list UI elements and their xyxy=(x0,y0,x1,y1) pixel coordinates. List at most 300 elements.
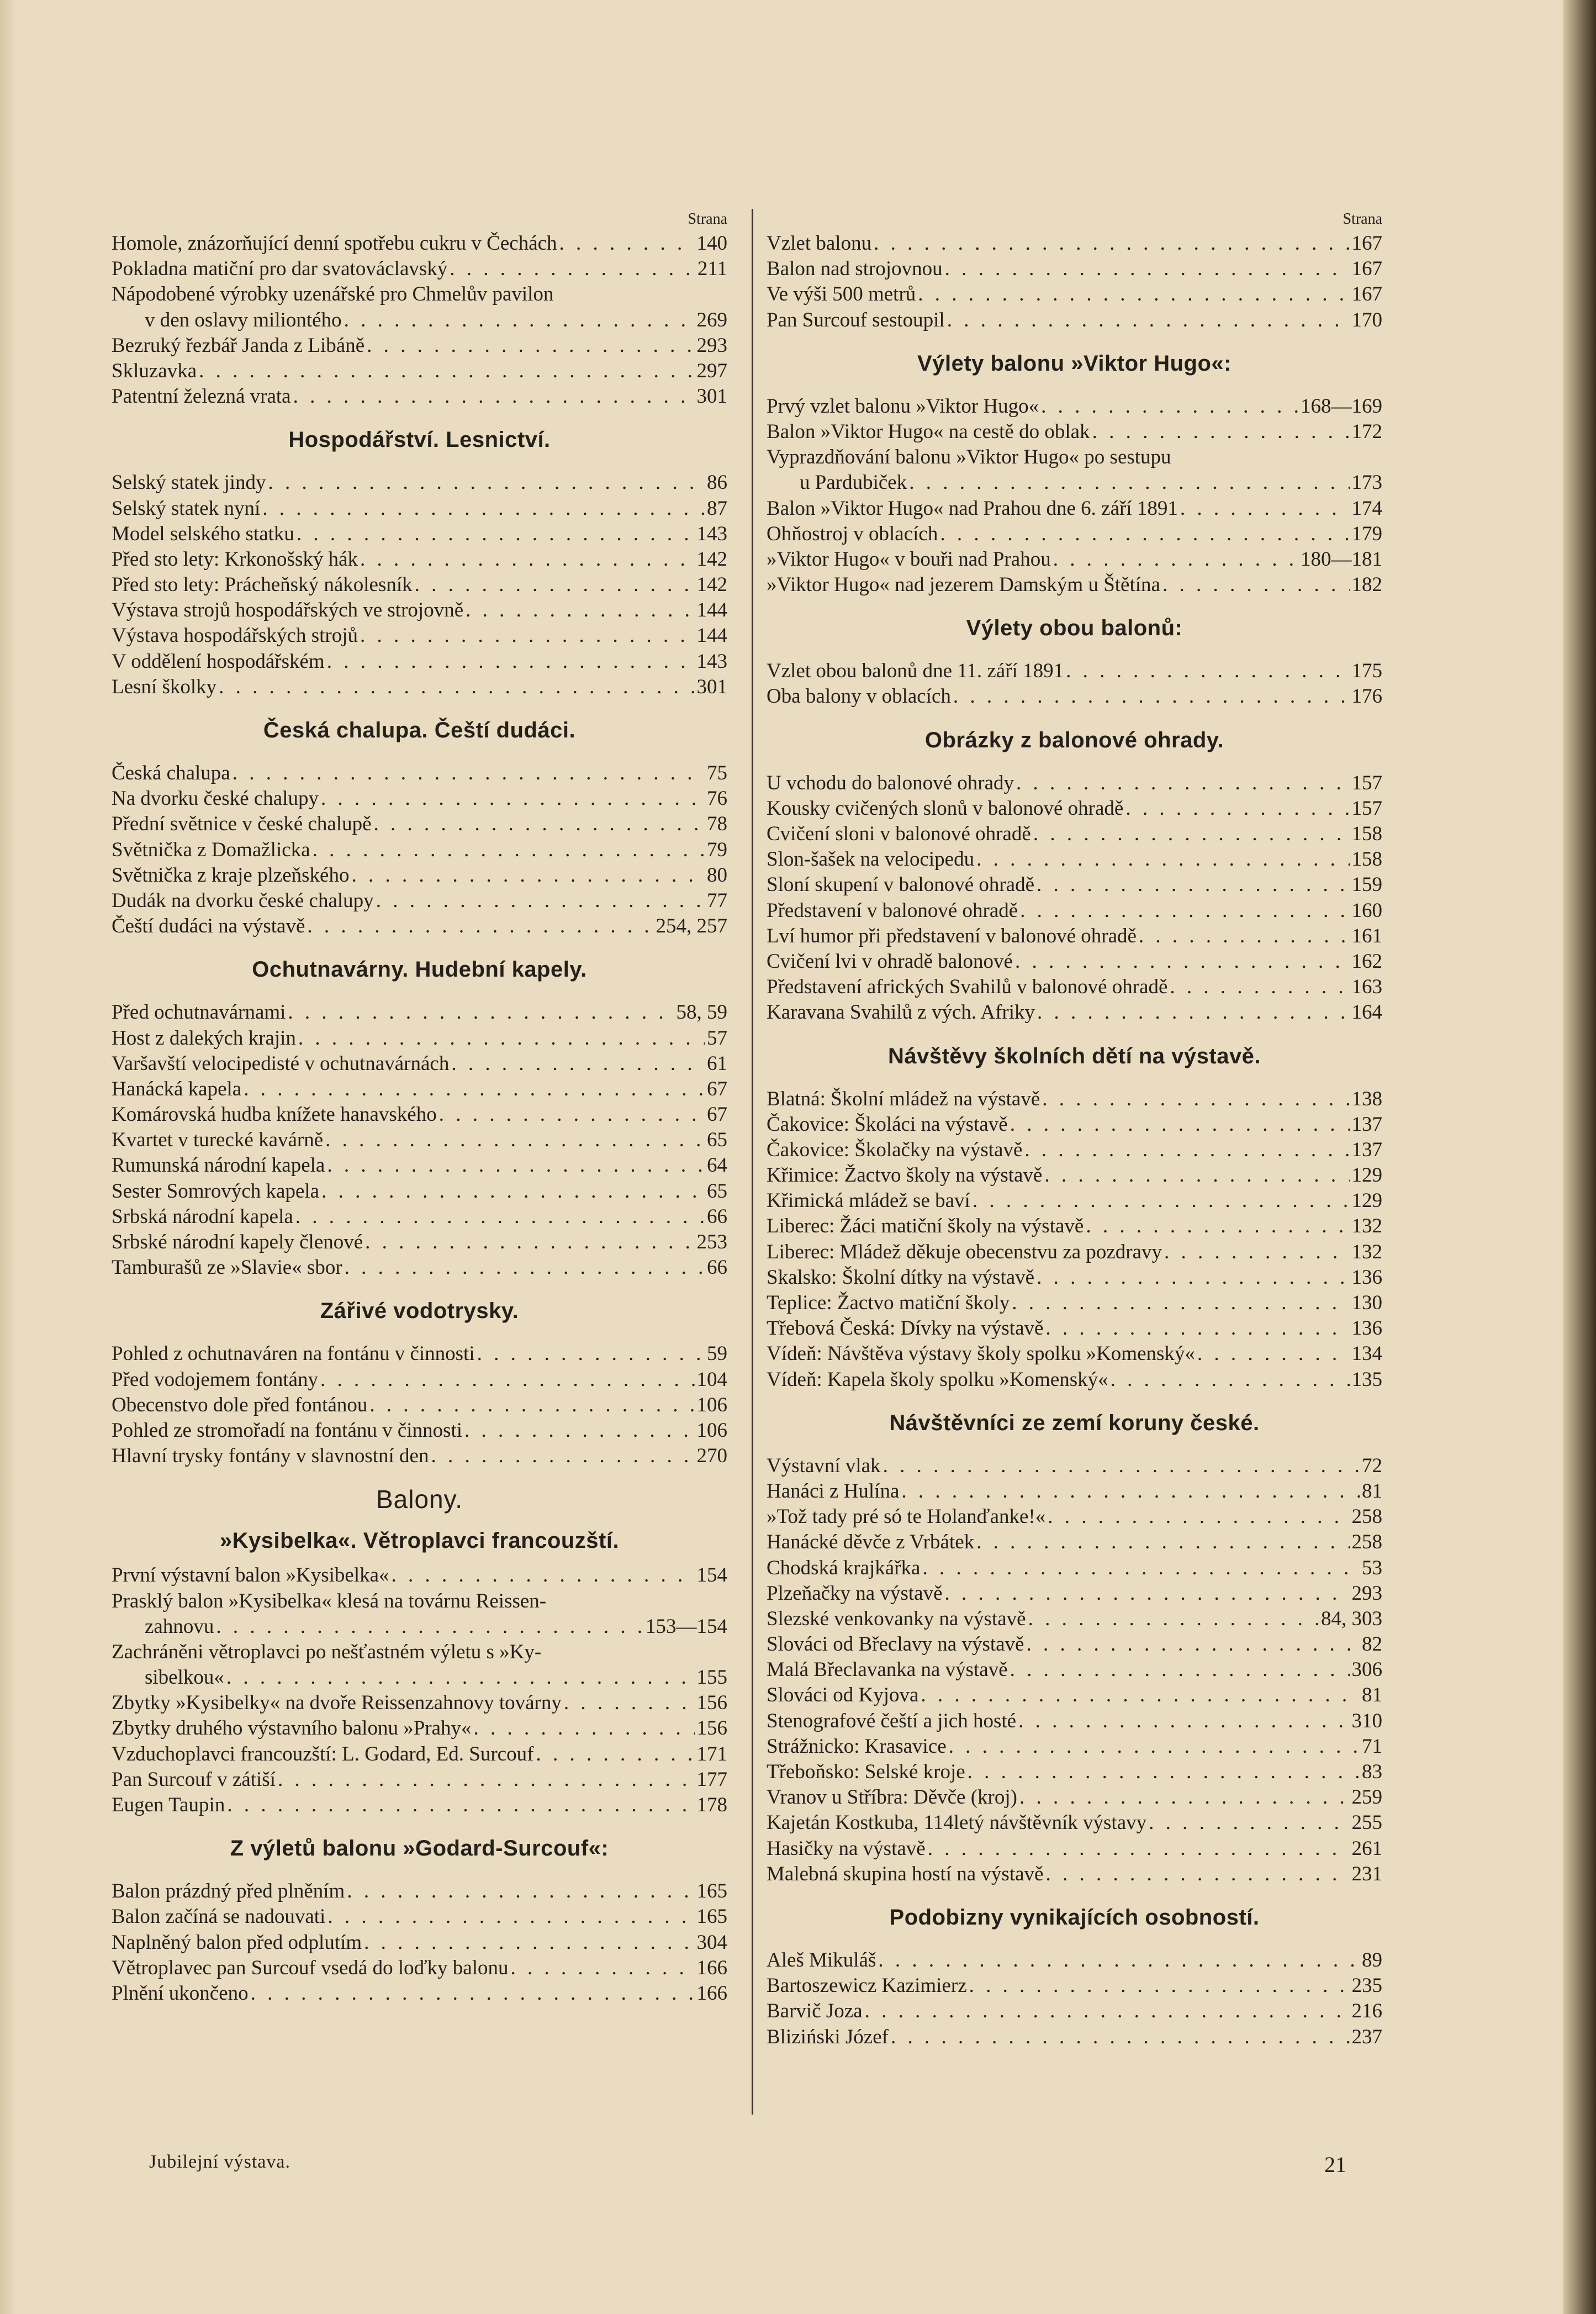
index-entry xyxy=(767,1530,1382,1555)
entry-page: 142 xyxy=(696,547,727,571)
entry-page: 57 xyxy=(707,1026,727,1050)
index-entry xyxy=(112,1026,727,1051)
dot-leader xyxy=(1018,1709,1349,1734)
dot-leader xyxy=(344,308,695,333)
index-entry xyxy=(767,1087,1382,1112)
entry-title: Slováci od Břeclavy na výstavě xyxy=(767,1633,1024,1656)
entry-title: Hasičky na výstavě xyxy=(767,1837,926,1860)
entry-page: 142 xyxy=(696,573,727,597)
dot-leader xyxy=(511,1955,695,1981)
index-entry xyxy=(112,1179,727,1204)
index-entry xyxy=(767,1137,1382,1163)
dot-leader xyxy=(327,1153,705,1178)
index-entry xyxy=(767,1709,1382,1734)
entry-title: Kvartet v turecké kavárně xyxy=(112,1129,324,1152)
dot-leader xyxy=(976,1530,1349,1555)
entry-title: Stenografové čeští a jich hosté xyxy=(767,1709,1017,1732)
section-heading: Hospodářství. Lesnictví. xyxy=(288,428,551,452)
entry-page: 167 xyxy=(1351,283,1382,306)
dot-leader xyxy=(466,598,694,623)
index-entry xyxy=(767,1367,1382,1393)
entry-page: 134 xyxy=(1351,1342,1382,1366)
dot-leader xyxy=(1044,1163,1349,1188)
index-entry xyxy=(112,1255,727,1280)
dot-leader xyxy=(431,1443,694,1469)
dot-leader xyxy=(360,623,695,649)
entry-title: Představení v balonové ohradě xyxy=(767,899,1018,922)
index-entry xyxy=(767,1112,1382,1137)
index-entry xyxy=(767,419,1382,445)
dot-leader xyxy=(295,1204,705,1230)
index-entry xyxy=(767,521,1382,547)
entry-page: 72 xyxy=(1362,1454,1382,1477)
index-entry xyxy=(767,1240,1382,1265)
entry-title: v den oslavy miliontého xyxy=(145,308,342,331)
entry-title: Teplice: Žactvo matiční školy xyxy=(767,1292,1010,1314)
entry-page: 137 xyxy=(1351,1138,1382,1161)
entry-title: Plnění ukončeno xyxy=(112,1981,249,2005)
entry-page: 67 xyxy=(707,1103,727,1126)
section-heading: Návštěvníci ze zemí koruny české. xyxy=(889,1410,1260,1435)
entry-title: První výstavní balon »Kysibelka« xyxy=(112,1564,389,1587)
entry-page: 158 xyxy=(1351,848,1382,871)
dot-leader xyxy=(1020,898,1349,924)
entry-title: Host z dalekých krajin xyxy=(112,1026,296,1050)
entry-title: Skalsko: Školní dítky na výstavě xyxy=(767,1266,1035,1289)
dot-leader xyxy=(1041,394,1298,419)
dot-leader xyxy=(1045,1316,1349,1341)
page-shadow xyxy=(0,0,17,2314)
index-entry xyxy=(767,1453,1382,1479)
section-heading: Podobizny vynikajících osobností. xyxy=(889,1905,1260,1930)
entry-page: 170 xyxy=(1351,308,1382,331)
index-entry xyxy=(112,1367,727,1393)
entry-page: 178 xyxy=(696,1794,727,1816)
entry-page: 77 xyxy=(707,889,727,912)
entry-page: 58, 59 xyxy=(676,1001,727,1024)
index-entry xyxy=(112,761,727,786)
dot-leader xyxy=(1125,796,1349,821)
entry-page: 163 xyxy=(1351,976,1382,999)
index-entry xyxy=(767,898,1382,924)
entry-title: U vchodu do balonové ohrady xyxy=(767,771,1014,794)
entry-page: 166 xyxy=(696,1981,727,2005)
entry-title: Srbská národní kapela xyxy=(112,1205,293,1228)
dot-leader xyxy=(293,384,695,409)
dot-leader xyxy=(1086,1214,1349,1239)
index-entry xyxy=(767,1188,1382,1214)
dot-leader xyxy=(1037,1265,1349,1290)
dot-leader xyxy=(976,847,1349,872)
entry-title: Výstava hospodářských strojů xyxy=(112,624,358,647)
dot-leader xyxy=(226,1665,695,1690)
entry-page: 157 xyxy=(1351,771,1382,794)
index-entry xyxy=(767,684,1382,709)
entry-title: Před sto lety: Krkonošský hák xyxy=(112,547,358,571)
index-entry xyxy=(767,1556,1382,1581)
entry-page: 89 xyxy=(1362,1948,1382,1972)
entry-title: Lví humor při představení v balonové ohradě xyxy=(767,924,1137,947)
entry-page: 301 xyxy=(696,385,727,408)
entry-title: Přední světnice v české chalupě xyxy=(112,813,372,836)
entry-page: 155 xyxy=(696,1666,727,1689)
entry-title: Vzlet obou balonů dne 11. září 1891 xyxy=(767,660,1064,683)
dot-leader xyxy=(364,1930,694,1955)
dot-leader xyxy=(415,572,695,598)
dot-leader xyxy=(219,674,694,700)
entry-title: Model selského statku xyxy=(112,522,294,545)
entry-page: 270 xyxy=(696,1445,727,1468)
dot-leader xyxy=(477,1341,705,1367)
index-entry xyxy=(767,1973,1382,1999)
index-entry xyxy=(112,470,727,496)
index-entry xyxy=(112,1077,727,1102)
index-entry xyxy=(112,1742,727,1767)
index-entry xyxy=(767,547,1382,572)
entry-title: Pohled ze stromořadí na fontánu v činnosti xyxy=(112,1419,463,1442)
index-entry xyxy=(767,1734,1382,1759)
index-entry xyxy=(767,847,1382,872)
section-heading: Česká chalupa. Čeští dudáci. xyxy=(263,718,576,742)
dot-leader xyxy=(968,1759,1360,1785)
index-entry xyxy=(767,496,1382,521)
entry-page: 161 xyxy=(1351,924,1382,947)
entry-title: Selský statek jindy xyxy=(112,471,266,494)
dot-leader xyxy=(921,1683,1360,1708)
dot-leader xyxy=(536,1742,694,1767)
index-entry xyxy=(112,914,727,939)
index-entry xyxy=(112,1981,727,2006)
entry-title: Naplněný balon před odplutím xyxy=(112,1931,362,1954)
index-entry xyxy=(112,863,727,888)
entry-title: Slováci od Kyjova xyxy=(767,1684,919,1707)
entry-title: Pohled z ochutnaváren na fontánu v činnosti xyxy=(112,1342,475,1366)
entry-page: 79 xyxy=(707,838,727,861)
entry-page: 81 xyxy=(1362,1479,1382,1503)
dot-leader xyxy=(1111,1367,1350,1393)
index-entry xyxy=(767,1948,1382,1973)
entry-title: Skluzavka xyxy=(112,359,197,382)
index-entry xyxy=(767,2025,1382,2050)
entry-title: Balon začíná se nadouvati xyxy=(112,1905,326,1928)
dot-leader xyxy=(313,837,705,863)
dot-leader xyxy=(1015,949,1350,974)
entry-title: Srbské národní kapely členové xyxy=(112,1231,363,1253)
dot-leader xyxy=(559,231,695,256)
entry-page: 80 xyxy=(707,863,727,887)
entry-title: zahnovu xyxy=(145,1615,214,1638)
entry-page: 67 xyxy=(707,1077,727,1100)
entry-page: 59 xyxy=(707,1342,727,1366)
entry-page: 64 xyxy=(707,1154,727,1177)
entry-page: 143 xyxy=(696,650,727,673)
entry-title: Pokladna matiční pro dar svatováclavský xyxy=(112,257,448,281)
entry-title: Balon prázdný před plněním xyxy=(112,1880,345,1903)
dot-leader xyxy=(564,1690,695,1716)
index-entry xyxy=(767,1999,1382,2024)
entry-page: 136 xyxy=(1351,1317,1382,1340)
entry-title: Před ochutnavárnami xyxy=(112,1001,286,1024)
dot-leader xyxy=(901,1479,1360,1504)
dot-leader xyxy=(1139,924,1350,949)
dot-leader xyxy=(365,1230,694,1255)
entry-page: 293 xyxy=(1351,1582,1382,1605)
section-heading: Zářivé vodotrysky. xyxy=(320,1299,519,1324)
entry-title: Sester Somrových kapela xyxy=(112,1179,320,1203)
index-entry xyxy=(112,888,727,914)
entry-page: 160 xyxy=(1351,899,1382,922)
index-entry xyxy=(767,974,1382,1000)
entry-page: 182 xyxy=(1351,573,1382,597)
entry-page: 84, 303 xyxy=(1321,1607,1382,1630)
index-entry xyxy=(112,572,727,598)
index-entry xyxy=(112,1418,727,1443)
entry-page: 165 xyxy=(696,1905,727,1928)
dot-leader xyxy=(199,359,694,384)
entry-page: 66 xyxy=(707,1205,727,1228)
section-heading: Výlety balonu »Viktor Hugo«: xyxy=(917,351,1232,376)
page-edge xyxy=(1563,0,1596,2314)
entry-page: 135 xyxy=(1351,1368,1382,1391)
dot-leader xyxy=(878,1948,1360,1973)
entry-page: 129 xyxy=(1351,1164,1382,1187)
entry-page: 76 xyxy=(707,787,727,810)
entry-title: Kajetán Kostkuba, 114letý návštěvník výstavy xyxy=(767,1811,1147,1835)
index-entry xyxy=(767,1265,1382,1290)
entry-title: Strážnicko: Krasavice xyxy=(767,1735,947,1758)
index-entry xyxy=(767,1504,1382,1530)
entry-page: 75 xyxy=(707,762,727,784)
entry-page: 87 xyxy=(707,497,727,520)
section-heading: Obrázky z balonové ohrady. xyxy=(924,728,1224,752)
dot-leader xyxy=(278,1767,695,1793)
index-entry xyxy=(112,1153,727,1178)
entry-page: 66 xyxy=(707,1256,727,1279)
dot-leader xyxy=(1019,1785,1350,1810)
index-entry xyxy=(767,771,1382,796)
left-column-body xyxy=(112,231,727,2006)
entry-page: 165 xyxy=(696,1880,727,1903)
entry-title: Hlavní trysky fontány v slavnostní den xyxy=(112,1445,429,1468)
index-entry xyxy=(112,1690,727,1716)
entry-title: Karavana Svahilů z vých. Afriky xyxy=(767,1001,1035,1024)
entry-page: 106 xyxy=(696,1419,727,1442)
dot-leader xyxy=(945,256,1350,282)
index-entry xyxy=(767,231,1382,256)
dot-leader xyxy=(288,1000,674,1025)
dot-leader xyxy=(922,1556,1360,1581)
entry-page: 71 xyxy=(1362,1735,1382,1758)
entry-title: Křimice: Žactvo školy na výstavě xyxy=(767,1164,1043,1187)
entry-page: 253 xyxy=(696,1231,727,1253)
entry-page: 137 xyxy=(1351,1113,1382,1136)
entry-title: Třebová Česká: Dívky na výstavě xyxy=(767,1317,1044,1340)
entry-page: 179 xyxy=(1351,522,1382,545)
entry-title: Slezské venkovanky na výstavě xyxy=(767,1607,1026,1630)
index-entry xyxy=(112,837,727,863)
entry-page: 235 xyxy=(1351,1974,1382,1997)
index-entry xyxy=(767,1683,1382,1708)
entry-title: Varšavští velocipedisté v ochutnavárnách xyxy=(112,1052,450,1075)
dot-leader xyxy=(1028,1606,1319,1632)
entry-title: Chodská krajkářka xyxy=(767,1556,921,1579)
entry-title: Česká chalupa xyxy=(112,762,230,784)
entry-page: 180—181 xyxy=(1301,547,1382,571)
entry-title: Vídeň: Kapela školy spolku »Komenský« xyxy=(767,1368,1108,1391)
page-number: 21 xyxy=(1324,2152,1346,2177)
dot-leader xyxy=(347,1879,694,1904)
entry-page: 132 xyxy=(1351,1215,1382,1238)
entry-page: 171 xyxy=(696,1742,727,1765)
entry-page: 293 xyxy=(696,334,727,357)
index-entry xyxy=(112,1665,727,1690)
entry-title: Bartoszewicz Kazimierz xyxy=(767,1974,967,1997)
entry-page: 65 xyxy=(707,1129,727,1152)
index-entry xyxy=(767,1862,1382,1887)
index-entry xyxy=(112,1204,727,1230)
dot-leader xyxy=(949,1734,1360,1759)
index-entry xyxy=(767,1000,1382,1025)
dot-leader xyxy=(1170,974,1349,1000)
index-entry xyxy=(112,1102,727,1127)
entry-title: Balon »Viktor Hugo« nad Prahou dne 6. září 1891 xyxy=(767,497,1178,520)
dot-leader xyxy=(918,282,1349,307)
entry-title: Liberec: Žáci matiční školy na výstavě xyxy=(767,1215,1084,1238)
entry-page: 140 xyxy=(696,232,727,255)
index-entry xyxy=(112,1767,727,1793)
dot-leader xyxy=(874,231,1349,256)
entry-page: 158 xyxy=(1351,823,1382,845)
dot-leader xyxy=(351,863,705,888)
entry-title: Světnička z Domažlicka xyxy=(112,838,310,861)
entry-title: Větroplavec pan Surcouf vsedá do loďky balonu xyxy=(112,1956,509,1979)
entry-title: Představení afrických Svahilů v balonové ohradě xyxy=(767,976,1168,999)
index-entry xyxy=(767,1657,1382,1683)
dot-leader xyxy=(1026,1632,1360,1657)
entry-title: Rumunská národní kapela xyxy=(112,1154,325,1177)
entry-page: 269 xyxy=(696,308,727,331)
entry-page: 261 xyxy=(1351,1837,1382,1860)
dot-leader xyxy=(1033,821,1350,847)
right-column-body xyxy=(767,231,1382,2050)
index-entry xyxy=(112,333,727,359)
index-entry xyxy=(112,1716,727,1741)
section-heading: »Kysibelka«. Větroplavci francouzští. xyxy=(219,1528,620,1553)
dot-leader xyxy=(232,761,705,786)
index-entry xyxy=(112,1930,727,1955)
dot-leader xyxy=(1048,1504,1349,1530)
index-entry xyxy=(767,1290,1382,1316)
entry-title: Slon-šašek na velocipedu xyxy=(767,848,975,871)
entry-page: 153—154 xyxy=(646,1615,727,1638)
index-entry xyxy=(112,1793,727,1818)
index-entry xyxy=(767,1759,1382,1785)
index-entry xyxy=(112,231,727,256)
index-entry xyxy=(112,1127,727,1153)
index-entry xyxy=(112,1000,727,1025)
entry-title: Čakovice: Školačky na výstavě xyxy=(767,1138,1023,1161)
entry-page: 156 xyxy=(696,1717,727,1740)
index-entry xyxy=(767,1810,1382,1836)
dot-leader xyxy=(928,1836,1350,1862)
entry-title: Vzduchoplavci francouzští: L. Godard, Ed. Surcouf xyxy=(112,1742,534,1765)
entry-title: »Tož tady pré só te Holanďanke!« xyxy=(767,1505,1046,1528)
dot-leader xyxy=(262,496,705,521)
entry-title: Hanácká kapela xyxy=(112,1077,242,1100)
dot-leader xyxy=(251,1981,695,2006)
entry-page: 167 xyxy=(1351,232,1382,255)
entry-title: Ve výši 500 metrů xyxy=(767,283,916,306)
left-column xyxy=(112,210,727,2006)
entry-title: Patentní železná vrata xyxy=(112,385,291,408)
index-entry xyxy=(112,1955,727,1981)
entry-title: Liberec: Mládež děkuje obecenstvu za pozdravy xyxy=(767,1240,1162,1263)
entry-title: Malebná skupina hostí na výstavě xyxy=(767,1862,1044,1885)
entry-page: 237 xyxy=(1351,2025,1382,2048)
entry-title: Cvičení sloni v balonové ohradě xyxy=(767,823,1031,845)
index-entry xyxy=(112,496,727,521)
entry-page: 86 xyxy=(707,471,727,494)
index-entry xyxy=(767,572,1382,598)
entry-title: sibelkou« xyxy=(145,1666,224,1689)
index-entry xyxy=(767,282,1382,307)
entry-title: Tamburašů ze »Slavie« sbor xyxy=(112,1256,342,1279)
dot-leader xyxy=(1149,1810,1349,1836)
entry-page: 130 xyxy=(1351,1292,1382,1314)
entry-page: 304 xyxy=(696,1931,727,1954)
section-heading: Z výletů balonu »Godard-Surcouf«: xyxy=(230,1836,609,1861)
entry-page: 81 xyxy=(1362,1684,1382,1707)
entry-title: Balon nad strojovnou xyxy=(767,257,943,281)
entry-title: Na dvorku české chalupy xyxy=(112,787,319,810)
dot-leader xyxy=(1180,496,1350,521)
dot-leader xyxy=(297,521,695,547)
entry-title: Hanácké děvče z Vrbátek xyxy=(767,1531,975,1554)
index-entry xyxy=(112,1443,727,1469)
right-column xyxy=(767,210,1382,2050)
entry-title: Plzeňačky na výstavě xyxy=(767,1582,943,1605)
index-entry xyxy=(767,1316,1382,1341)
entry-title: Výstava strojů hospodářských ve strojovně xyxy=(112,599,464,622)
dot-leader xyxy=(216,1614,643,1640)
entry-title: Čeští dudáci na výstavě xyxy=(112,915,305,938)
dot-leader xyxy=(244,1077,705,1102)
index-entry xyxy=(112,359,727,384)
dot-leader xyxy=(947,308,1350,333)
entry-page: 176 xyxy=(1351,685,1382,708)
index-entry xyxy=(112,1393,727,1418)
index-entry xyxy=(112,598,727,623)
entry-page: 173 xyxy=(1351,471,1382,494)
entry-title: Vídeň: Návštěva výstavy školy spolku »Komenský« xyxy=(767,1342,1195,1366)
entry-title: Balon »Viktor Hugo« na cestě do oblak xyxy=(767,420,1090,443)
entry-title: »Viktor Hugo« v bouři nad Prahou xyxy=(767,547,1051,571)
entry-title: Selský statek nyní xyxy=(112,497,261,520)
entry-page: 306 xyxy=(1351,1658,1382,1682)
entry-page: 159 xyxy=(1351,873,1382,897)
entry-title: Malá Břeclavanka na výstavě xyxy=(767,1658,1008,1682)
entry-title: Prvý vzlet balonu »Viktor Hugo« xyxy=(767,394,1039,418)
index-entry xyxy=(767,949,1382,974)
entry-title: Pan Surcouf v zátiší xyxy=(112,1768,276,1791)
index-entry xyxy=(767,1836,1382,1862)
index-entry xyxy=(112,308,727,333)
index-entry xyxy=(112,811,727,837)
entry-page: 254, 257 xyxy=(656,915,727,938)
entry-title: V oddělení hospodářském xyxy=(112,650,325,673)
index-entry xyxy=(112,547,727,572)
index-entry xyxy=(112,256,727,282)
